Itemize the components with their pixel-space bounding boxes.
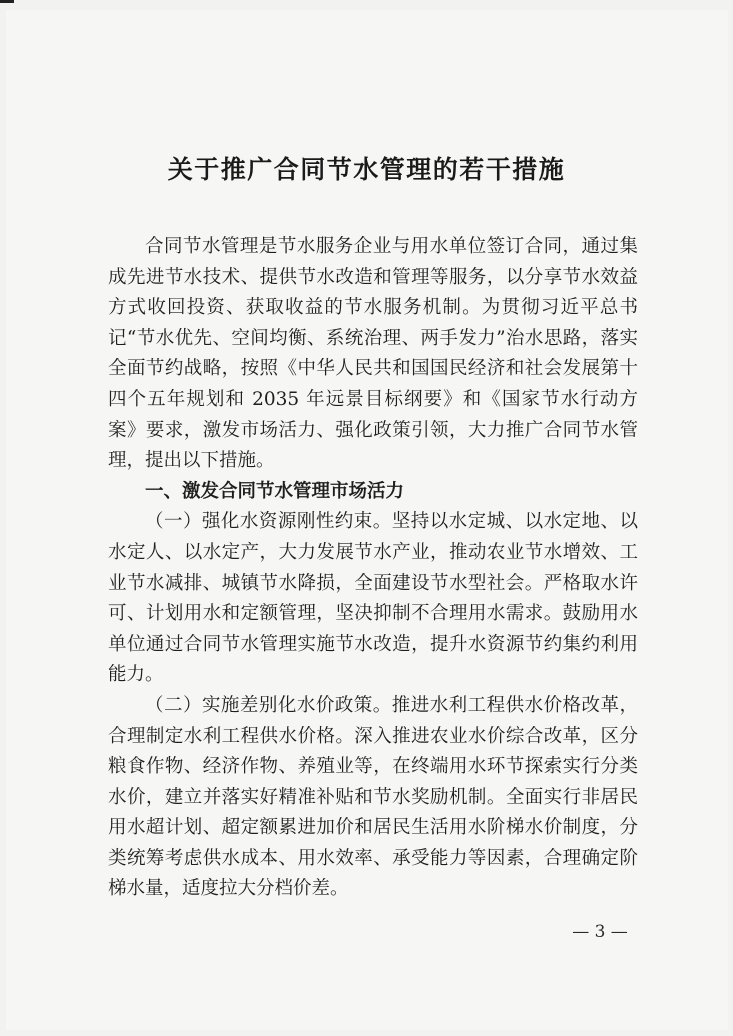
page-number: — 3 — (572, 922, 628, 942)
item-paragraph-1: （一）强化水资源刚性约束。坚持以水定城、以水定地、以水定人、以水定产，大力发展节水产业，推动农业节水增效、工业节水减排、城镇节水降损，全面建设节水型社会。严格取水许可、计划用水和定额管理，坚决抑制不合理用水需求。鼓励用水单位通过合同节水管理实施节水改造，提升水资源节约集约利用能力。 (108, 511, 638, 686)
document-body (108, 232, 638, 905)
section-heading: 一、激发合同节水管理市场活力 (145, 480, 405, 502)
scan-corner-mark (0, 0, 14, 3)
item-paragraph-2: （二）实施差别化水价政策。推进水利工程供水价格改革，合理制定水利工程供水价格。深入推进农业水价综合改革，区分粮食作物、经济作物、养殖业等，在终端用水环节探索实行分类水价，建立并落实好精准补贴和节水奖励机制。全面实行非居民用水超计划、超定额累进加价和居民生活用水阶梯水价制度，分类统筹考虑供水成本、用水效率、承受能力等因素，合理确定阶梯水量，适度拉大分档价差。 (108, 694, 638, 900)
document-title: 关于推广合同节水管理的若干措施 (167, 155, 566, 184)
intro-paragraph: 合同节水管理是节水服务企业与用水单位签订合同，通过集成先进节水技术、提供节水改造和管理等服务，以分享节水效益方式收回投资、获取收益的节水服务机制。为贯彻习近平总书记“节水优先、空间均衡、系统治理、两手发力”治水思路，落实全面节约战略，按照《中华人民共和国国民经济和社会发展第十四个五年规划和 2035 年远景目标纲要》和《国家节水行动方案》要求，激发市场活力、强化政策引领，大力推广合同节水管理，提出以下措施。 (108, 236, 638, 472)
